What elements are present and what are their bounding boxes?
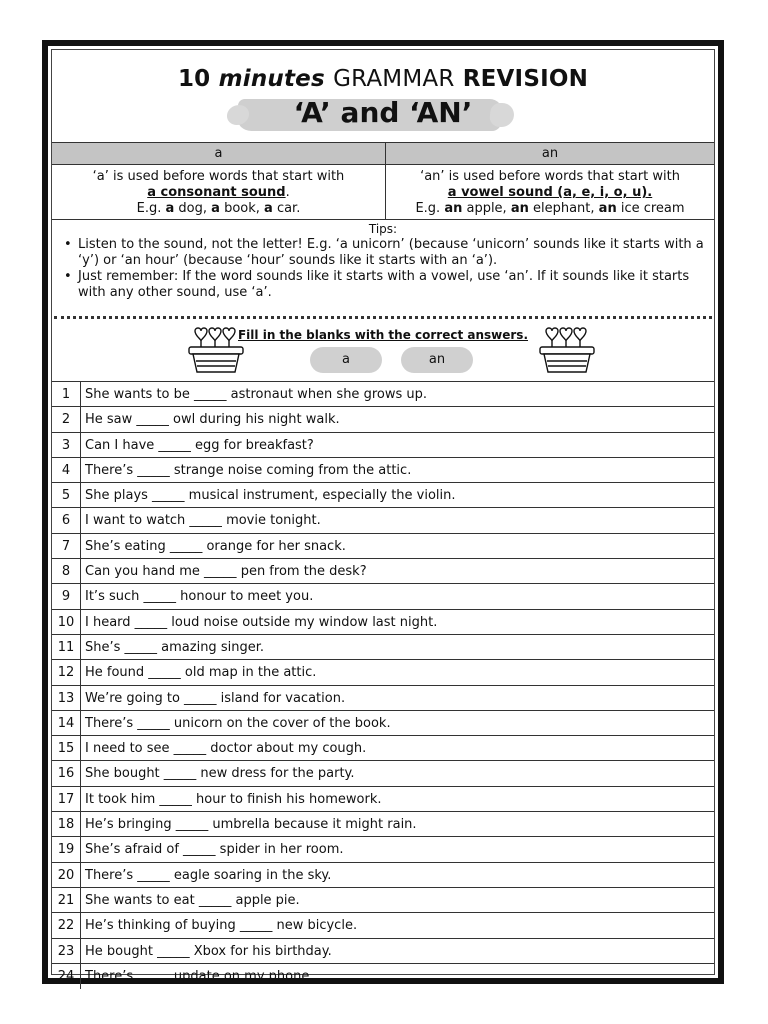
rule-column-a xyxy=(52,143,386,219)
question-number: 11 xyxy=(52,635,81,659)
question-text: There’s _____ eagle soaring in the sky. xyxy=(85,867,332,883)
instructions-text: Fill in the blanks with the correct answers. xyxy=(237,328,529,342)
example-word: ice cream xyxy=(616,201,685,216)
tips-section xyxy=(52,219,714,310)
question-text: She wants to eat _____ apple pie. xyxy=(85,892,300,908)
question-text: Can you hand me _____ pen from the desk? xyxy=(85,564,367,580)
question-number: 18 xyxy=(52,812,81,836)
questions-table xyxy=(52,381,714,984)
question-text: He saw _____ owl during his night walk. xyxy=(85,412,340,428)
question-number: 24 xyxy=(52,964,81,989)
example-word: book, xyxy=(219,201,265,216)
example-word: car. xyxy=(272,201,301,216)
question-text: She plays _____ musical instrument, especially the violin. xyxy=(85,488,456,504)
question-row xyxy=(52,534,714,559)
title-italic: minutes xyxy=(218,66,325,92)
question-row xyxy=(52,913,714,938)
question-text: We’re going to _____ island for vacation. xyxy=(85,690,346,706)
rules-table xyxy=(52,142,714,219)
question-row xyxy=(52,382,714,407)
question-number: 20 xyxy=(52,863,81,887)
question-text: There’s _____ update on my phone. xyxy=(85,968,314,984)
rule-a-line1: ‘a’ is used before words that start with xyxy=(92,169,345,184)
question-text: She’s eating _____ orange for her snack. xyxy=(85,538,346,554)
question-row xyxy=(52,939,714,964)
question-number: 4 xyxy=(52,458,81,482)
example-word: dog, xyxy=(174,201,212,216)
question-text: She’s afraid of _____ spider in her room. xyxy=(85,842,344,858)
rule-a-keyphrase: a consonant sound xyxy=(147,185,286,200)
question-text: He found _____ old map in the attic. xyxy=(85,665,317,681)
question-number: 14 xyxy=(52,711,81,735)
example-article: an xyxy=(510,201,529,216)
question-row xyxy=(52,761,714,786)
tips-label: Tips: xyxy=(368,222,398,236)
question-row xyxy=(52,863,714,888)
question-text: I need to see _____ doctor about my cough. xyxy=(85,741,367,757)
question-number: 9 xyxy=(52,584,81,608)
question-row xyxy=(52,888,714,913)
tips-list xyxy=(52,237,714,301)
question-row xyxy=(52,508,714,533)
example-prefix: E.g. xyxy=(415,201,445,216)
question-number: 21 xyxy=(52,888,81,912)
rule-heading-an: an xyxy=(386,143,714,165)
tip-item: • Just remember: If the word sounds like it starts with a vowel, use ‘an’. If it sounds like it starts with any other sound, use ‘a’. xyxy=(60,269,710,301)
question-number: 12 xyxy=(52,660,81,684)
question-number: 16 xyxy=(52,761,81,785)
page-title xyxy=(52,66,714,92)
example-article: a xyxy=(211,201,220,216)
question-number: 23 xyxy=(52,939,81,963)
title-bold: REVISION xyxy=(462,66,589,92)
rule-body-an xyxy=(386,165,714,217)
question-number: 17 xyxy=(52,787,81,811)
example-article: an xyxy=(598,201,617,216)
rule-a-period: . xyxy=(285,185,290,200)
question-row xyxy=(52,483,714,508)
rule-column-an xyxy=(386,143,714,219)
example-article: a xyxy=(264,201,273,216)
dotted-divider xyxy=(54,316,712,319)
question-text: It’s such _____ honour to meet you. xyxy=(85,589,314,605)
rule-an-line2 xyxy=(386,185,714,201)
question-number: 19 xyxy=(52,837,81,861)
rule-heading-a: a xyxy=(52,143,385,165)
rule-an-example xyxy=(386,201,714,217)
question-number: 3 xyxy=(52,433,81,457)
question-row xyxy=(52,559,714,584)
question-row xyxy=(52,635,714,660)
example-article: an xyxy=(444,201,463,216)
question-number: 13 xyxy=(52,686,81,710)
rule-a-line2 xyxy=(52,185,385,201)
header xyxy=(52,50,714,142)
rule-an-line1: ‘an’ is used before words that start with xyxy=(420,169,680,184)
example-word: apple, xyxy=(462,201,511,216)
example-prefix: E.g. xyxy=(136,201,166,216)
question-text: I heard _____ loud noise outside my window last night. xyxy=(85,614,438,630)
worksheet-inner xyxy=(51,49,715,984)
example-word: elephant, xyxy=(528,201,599,216)
question-row xyxy=(52,433,714,458)
question-text: He’s thinking of buying _____ new bicycle. xyxy=(85,918,358,934)
rule-body-a xyxy=(52,165,385,217)
question-text: She wants to be _____ astronaut when she grows up. xyxy=(85,387,427,402)
question-text: Can I have _____ egg for breakfast? xyxy=(85,437,314,453)
question-number: 10 xyxy=(52,610,81,634)
question-text: It took him _____ hour to finish his homework. xyxy=(85,791,382,807)
question-text: He bought _____ Xbox for his birthday. xyxy=(85,943,332,959)
answer-option-an: an xyxy=(401,347,473,373)
question-row xyxy=(52,458,714,483)
question-row xyxy=(52,964,714,989)
question-text: He’s bringing _____ umbrella because it might rain. xyxy=(85,817,417,833)
question-row xyxy=(52,660,714,685)
title-mid: GRAMMAR xyxy=(333,66,455,92)
question-row xyxy=(52,686,714,711)
question-number: 1 xyxy=(52,382,81,406)
question-text: There’s _____ unicorn on the cover of the book. xyxy=(85,715,391,731)
tip-item: • Listen to the sound, not the letter! E.g. ‘a unicorn’ (because ‘unicorn’ sounds like it starts with a ‘y’) or ‘an hour’ (because ‘hour’ sounds like it starts with an ‘a’). xyxy=(60,237,710,269)
question-text: She’s _____ amazing singer. xyxy=(85,639,264,655)
question-number: 6 xyxy=(52,508,81,532)
question-number: 5 xyxy=(52,483,81,507)
instructions-area xyxy=(52,321,714,381)
question-number: 8 xyxy=(52,559,81,583)
question-row xyxy=(52,736,714,761)
worksheet xyxy=(42,40,724,984)
question-row xyxy=(52,711,714,736)
question-number: 7 xyxy=(52,534,81,558)
page-subtitle: ‘A’ and ‘AN’ xyxy=(293,96,473,129)
question-row xyxy=(52,787,714,812)
question-row xyxy=(52,837,714,862)
rule-an-keyphrase: a vowel sound (a, e, i, o, u). xyxy=(447,185,653,200)
question-row xyxy=(52,610,714,635)
question-row xyxy=(52,407,714,432)
answer-option-a: a xyxy=(310,347,382,373)
rule-a-example xyxy=(52,201,385,217)
question-row xyxy=(52,812,714,837)
question-number: 22 xyxy=(52,913,81,937)
question-row xyxy=(52,584,714,609)
question-text: She bought _____ new dress for the party. xyxy=(85,766,355,782)
question-number: 15 xyxy=(52,736,81,760)
question-text: There’s _____ strange noise coming from the attic. xyxy=(85,462,412,478)
example-article: a xyxy=(165,201,175,216)
question-number: 2 xyxy=(52,407,81,431)
title-prefix: 10 xyxy=(177,66,211,92)
flower-pot-icon xyxy=(536,325,598,375)
question-text: I want to watch _____ movie tonight. xyxy=(85,513,321,529)
